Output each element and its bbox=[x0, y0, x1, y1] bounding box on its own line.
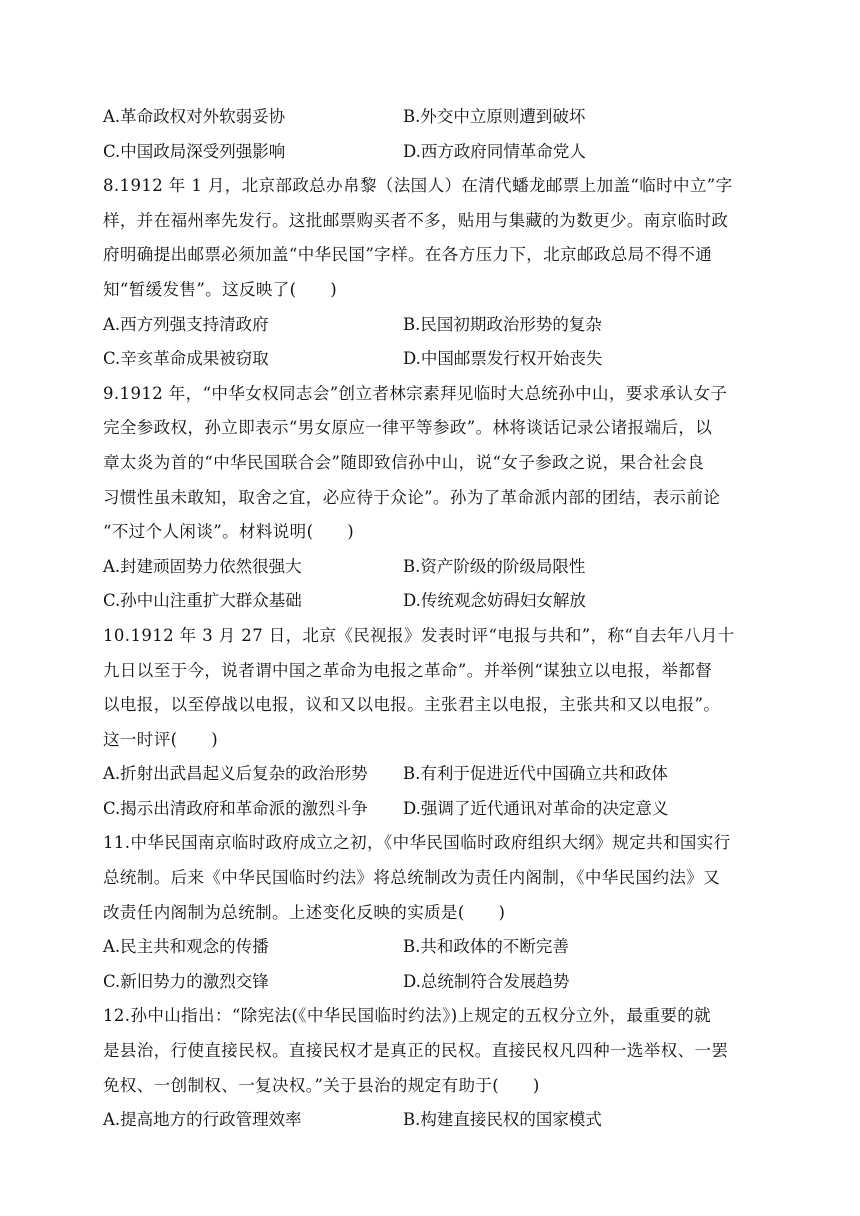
q10-option-a[interactable]: A.折射出武昌起义后复杂的政治形势 bbox=[103, 764, 368, 784]
q7-option-b[interactable]: B.外交中立原则遭到破坏 bbox=[403, 107, 586, 126]
q8-stem-line: 知“暂缓发售”。这反映了( ) bbox=[103, 279, 338, 299]
q11-option-d[interactable]: D.总统制符合发展趋势 bbox=[403, 971, 570, 991]
q12-options-row-1 bbox=[103, 1103, 783, 1138]
question-11 bbox=[103, 826, 783, 999]
q10-option-d[interactable]: D.强调了近代通讯对革命的决定意义 bbox=[403, 798, 669, 818]
q7-options-row-1 bbox=[103, 100, 783, 135]
q11-options-row-1 bbox=[103, 930, 783, 965]
q9-stem-line: 完全参政权，孙立即表示“男女原应一律平等参政”。林将谈话记录公诸报端后，以 bbox=[103, 418, 713, 438]
q8-option-b[interactable]: B.民国初期政治形势的复杂 bbox=[403, 314, 602, 334]
q12-option-b[interactable]: B.构建直接民权的国家模式 bbox=[403, 1110, 602, 1130]
q8-stem-line: 府明确提出邮票必须加盖“中华民国”字样。在各方压力下，北京邮政总局不得不通 bbox=[103, 245, 713, 265]
q9-stem-line: 习惯性虽未敢知，取舍之宜，必应待于众论”。孙为了革命派内部的团结，表示前论 bbox=[103, 487, 721, 507]
q10-stem-line: 以电报，以至停战以电报，议和又以电报。主张君主以电报，主张共和又以电报”。 bbox=[103, 695, 721, 715]
q12-stem-line: 免权、一创制权、一复决权。”关于县治的规定有助于( ) bbox=[103, 1075, 540, 1095]
q8-option-d[interactable]: D.中国邮票发行权开始丧失 bbox=[403, 349, 603, 369]
q12-stem-line: 12.孙中山指出：“除宪法(《中华民国临时约法》)上规定的五权分立外，最重要的就 bbox=[103, 1006, 712, 1026]
q11-option-a[interactable]: A.民主共和观念的传播 bbox=[103, 937, 269, 957]
question-9 bbox=[103, 377, 783, 619]
q11-option-b[interactable]: B.共和政体的不断完善 bbox=[403, 937, 569, 957]
q7-option-d[interactable]: D.西方政府同情革命党人 bbox=[403, 141, 586, 161]
q9-option-b[interactable]: B.资产阶级的阶级局限性 bbox=[403, 556, 586, 576]
q10-stem-line: 10.1912 年 3 月 27 日，北京《民视报》发表时评“电报与共和”，称“自去年八月十 bbox=[103, 625, 735, 645]
q8-options-row-2 bbox=[103, 342, 783, 377]
q11-stem-line: 总统制。后来《中华民国临时约法》将总统制改为责任内阁制，《中华民国约法》又 bbox=[103, 868, 721, 888]
question-8 bbox=[103, 169, 783, 377]
q10-options-row-1 bbox=[103, 757, 783, 792]
q7-options-row-2 bbox=[103, 135, 783, 170]
q8-option-a[interactable]: A.西方列强支持清政府 bbox=[103, 314, 269, 334]
q9-option-d[interactable]: D.传统观念妨碍妇女解放 bbox=[403, 591, 586, 611]
q9-stem-line: 章太炎为首的“中华民国联合会”随即致信孙中山，说“女子参政之说，果合社会良 bbox=[103, 452, 705, 472]
q8-stem-line: 8.1912 年 1 月，北京部政总办帛黎（法国人）在清代蟠龙邮票上加盖“临时中立”字 bbox=[103, 176, 733, 196]
q9-stem-line: “不过个人闲谈”。材料说明( ) bbox=[103, 522, 355, 542]
q11-options-row-2 bbox=[103, 965, 783, 1000]
q9-option-c[interactable]: C.孙中山注重扩大群众基础 bbox=[103, 591, 302, 611]
q10-stem-line: 这一时评( ) bbox=[103, 729, 219, 749]
q11-option-c[interactable]: C.新旧势力的激烈交锋 bbox=[103, 971, 269, 991]
q11-stem-line: 改责任内阁制为总统制。上述变化反映的实质是( ) bbox=[103, 902, 506, 922]
q7-option-c[interactable]: C.中国政局深受列强影响 bbox=[103, 141, 286, 161]
q8-option-c[interactable]: C.辛亥革命成果被窃取 bbox=[103, 349, 269, 369]
question-12 bbox=[103, 999, 783, 1137]
q9-options-row-1 bbox=[103, 550, 783, 585]
q9-stem-line: 9.1912 年，“中华女权同志会”创立者林宗素拜见临时大总统孙中山，要求承认女子 bbox=[103, 383, 728, 403]
q9-option-a[interactable]: A.封建顽固势力依然很强大 bbox=[103, 556, 302, 576]
q8-options-row-1 bbox=[103, 308, 783, 343]
q12-stem-line: 是县治，行使直接民权。直接民权才是真正的民权。直接民权凡四种一选举权、一罢 bbox=[103, 1041, 729, 1061]
q10-option-c[interactable]: C.揭示出清政府和革命派的激烈斗争 bbox=[103, 798, 368, 818]
q8-stem-line: 样，并在福州率先发行。这批邮票购买者不多，贴用与集藏的为数更少。南京临时政 bbox=[103, 210, 729, 230]
q9-options-row-2 bbox=[103, 584, 783, 619]
q11-stem-line: 11.中华民国南京临时政府成立之初，《中华民国临时政府组织大纲》规定共和国实行 bbox=[103, 833, 731, 853]
exam-page bbox=[103, 100, 783, 1138]
q10-stem-line: 九日以至于今，说者谓中国之革命为电报之革命”。并举例“谋独立以电报，举都督 bbox=[103, 660, 713, 680]
question-10 bbox=[103, 619, 783, 827]
q12-option-a[interactable]: A.提高地方的行政管理效率 bbox=[103, 1110, 302, 1130]
q10-option-b[interactable]: B.有利于促进近代中国确立共和政体 bbox=[403, 764, 668, 784]
q10-options-row-2 bbox=[103, 792, 783, 827]
q7-option-a[interactable]: A.革命政权对外软弱妥协 bbox=[103, 107, 286, 126]
